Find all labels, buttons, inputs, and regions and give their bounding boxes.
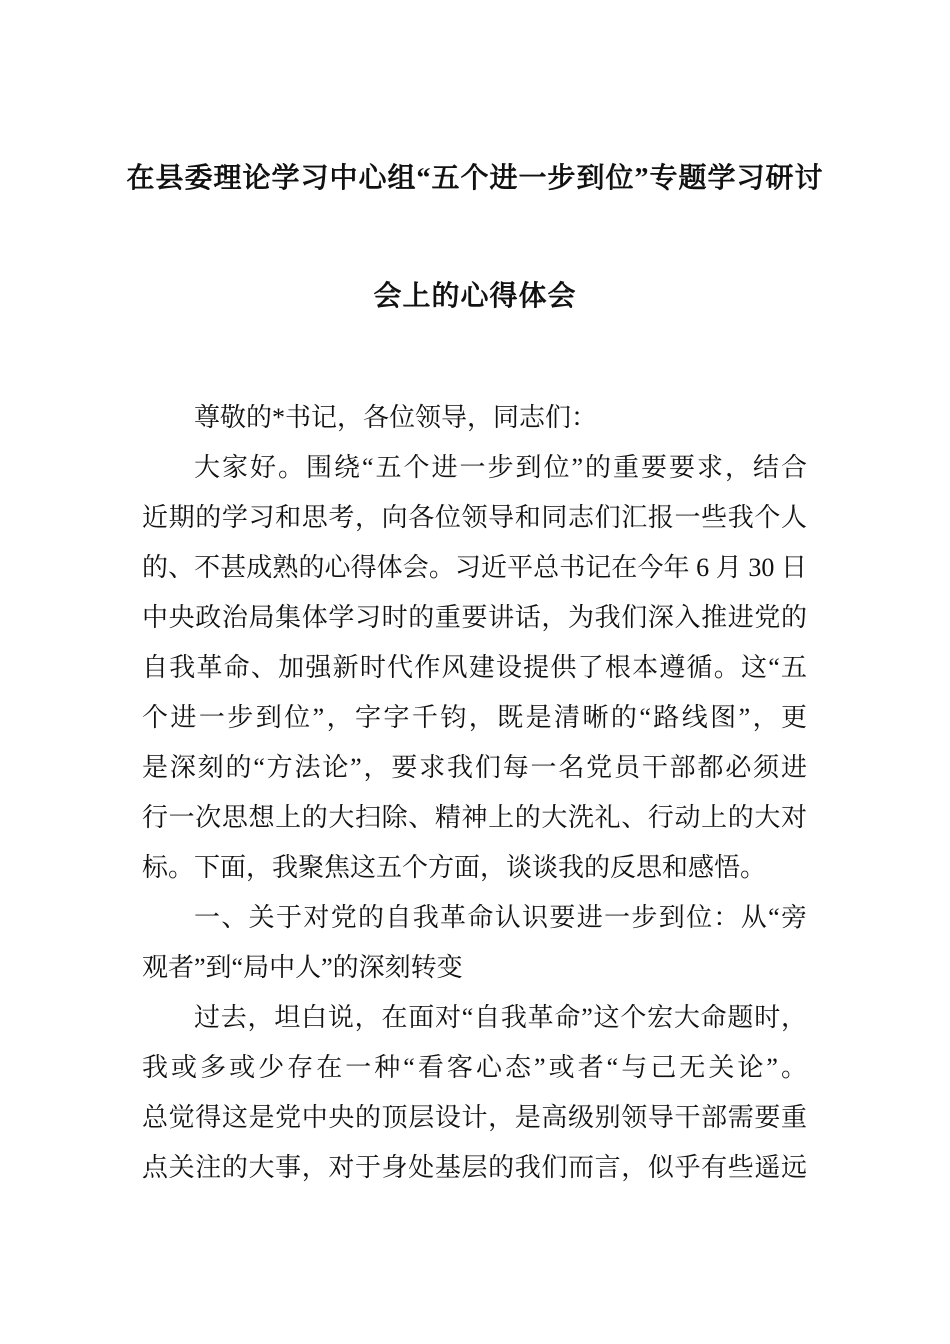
body-line: 的、不甚成熟的心得体会。习近平总书记在今年 6 月 30 日	[142, 553, 807, 582]
body-line: 大家好。围绕“五个进一步到位”的重要要求，结合	[194, 453, 807, 482]
body-line: 近期的学习和思考，向各位领导和同志们汇报一些我个人	[142, 503, 807, 532]
body-line: 点关注的大事，对于身处基层的我们而言，似乎有些遥远	[142, 1153, 807, 1182]
body-line: 行一次思想上的大扫除、精神上的大洗礼、行动上的大对	[142, 803, 807, 832]
body-line: 是深刻的“方法论”，要求我们每一名党员干部都必须进	[142, 753, 807, 782]
body-line: 尊敬的*书记，各位领导，同志们：	[194, 403, 598, 432]
body-line: 一、关于对党的自我革命认识要进一步到位：从“旁	[194, 903, 807, 932]
body-line: 自我革命、加强新时代作风建设提供了根本遵循。这“五	[142, 653, 807, 682]
body-line: 过去，坦白说，在面对“自我革命”这个宏大命题时，	[194, 1003, 807, 1032]
body-line: 总觉得这是党中央的顶层设计，是高级别领导干部需要重	[142, 1103, 807, 1132]
body-line: 我或多或少存在一种“看客心态”或者“与己无关论”。	[142, 1053, 807, 1082]
body-line: 标。下面，我聚焦这五个方面，谈谈我的反思和感悟。	[142, 853, 767, 882]
document-title-line-1: 在县委理论学习中心组“五个进一步到位”专题学习研讨	[126, 163, 824, 194]
body-line: 个进一步到位”，字字千钧，既是清晰的“路线图”，更	[142, 703, 807, 732]
body-line: 中央政治局集体学习时的重要讲话，为我们深入推进党的	[142, 603, 807, 632]
body-line: 观者”到“局中人”的深刻转变	[142, 953, 463, 982]
document-title-line-2: 会上的心得体会	[373, 281, 577, 312]
document-body	[142, 393, 807, 1193]
